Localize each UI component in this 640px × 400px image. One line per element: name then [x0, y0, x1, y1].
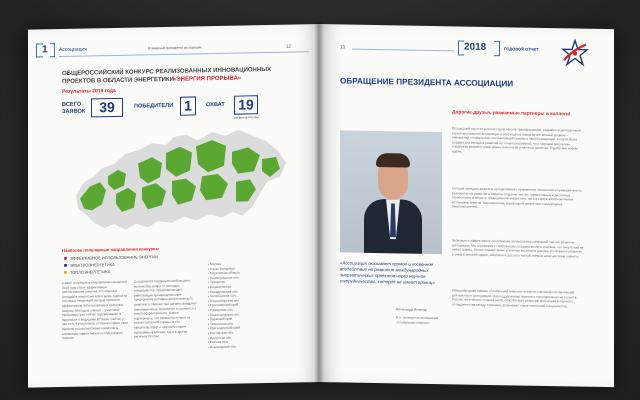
direction-item-2	[64, 262, 115, 268]
region-item: • Омская обл.	[208, 339, 229, 345]
region-item: • Свердловская обл.	[208, 289, 239, 294]
region-item: • Челябинская обл.	[208, 293, 237, 299]
results-heading: Результаты 2018 года	[62, 87, 116, 95]
direction-label: ТОПЛОЭНЕРГЕТИКА	[70, 269, 111, 275]
region-item: • Санкт-Петербург	[208, 266, 235, 271]
body-column-2: Сохраняется тенденция наибольшего количества заявок от молодых специалистов, представляющих работающие производственные предприятия топливно-энергетического комплекса. Именно они активно внедряют инновационные технологии и стремятся к энергоэффективности. Важно подчеркнуть, что заявки поступают из разных регионов страны, и это свидетельствует о широком охвате программы в Москве, так и в других регионах России.	[134, 278, 197, 339]
body-paragraph-3: Экономия и эффективное потребление являются неотъемлемой частью развития ассоциации. Мы стремимся к глобальному сотрудничеству и считаем, что энергетика не имеет границ. Только совместными усилиями мы можем достичь устойчивого развития в энергетической сфере, обеспечить доступ к чистой энергии всем жителям планеты.	[452, 238, 584, 259]
region-item: • Татарстан	[208, 280, 226, 285]
region-item: • Пермский край	[208, 316, 233, 322]
direction-item-1	[64, 254, 158, 261]
direction-item-3	[64, 269, 110, 275]
region-item: • Красноярский край	[208, 302, 239, 308]
stat-total-value: 39	[91, 98, 123, 118]
header-rule	[59, 51, 309, 57]
left-page	[28, 24, 322, 388]
body-column-1: Самое популярное направление конкурса в 2018 году стало эффективное использование энергии, что отвечает трендам в энергетике всего мира. Одной из основных тенденций сегодня является эффективное использование и хранение энергии. Молодые ученые – участники программы уже сейчас подтверждают в переписке с ведущими ВУЗами. Сейчас у нас есть 9 участников, которые подают свои проекты на рассмотрение комиссии в номинации эффективное использование энергии.	[62, 279, 128, 341]
greeting: Дорогие друзья, уважаемые партнеры и коллеги!	[452, 110, 571, 118]
body-paragraph-4: Международная премия «Глобальная энергия» остается ключевой составляющей деятельности ассоциации. Она поддерживает важность популяризации не только в России, но и многих странах мира, способствует развитию энергетики и научного сотрудничества между странами, формирует новое поколение специалистов.	[452, 288, 577, 309]
association-logo-icon	[558, 36, 592, 71]
direction-bullet	[64, 264, 67, 267]
stat-winners-value: 1	[180, 96, 196, 115]
section-label: Ассоциация	[59, 46, 87, 54]
title-line-1: ОБЩЕРОССИЙСКИЙ КОНКУРС РЕАЛИЗОВАННЫХ ИННОВАЦИОННЫХ	[62, 66, 272, 77]
year-bracket-right	[494, 41, 500, 56]
region-item: • Нижегородская обл.	[208, 312, 240, 317]
book-spine	[314, 22, 324, 384]
signature-role: И.о. президента ассоциации «Глобальная энергия»	[396, 315, 439, 325]
president-quote: «Ассоциация оказывает прямое и косвенное воздействие на развитие международных энергетических проектов через научное сотрудничество, которое не имеет границ»	[340, 260, 435, 286]
right-page	[318, 24, 614, 387]
region-item: • Самарская обл.	[208, 307, 234, 313]
address-heading: ОБРАЩЕНИЕ ПРЕЗИДЕНТА АССОЦИАЦИИ	[340, 76, 514, 89]
direction-label: ЭЛЕКТРОЭНЕРГЕТИКА	[70, 261, 115, 268]
direction-bullet	[64, 271, 67, 274]
direction-bullet	[64, 257, 67, 260]
report-label: ГОДОВОЙ ОТЧЕТ	[504, 46, 539, 52]
stat-total-label	[62, 102, 85, 116]
region-item: • Новосибирская обл.	[208, 298, 240, 303]
region-item: • Иркутская обл.	[208, 335, 233, 340]
reach-caption: регионов России	[234, 115, 259, 120]
region-item: • Воронежская обл.	[208, 344, 237, 349]
directions-heading: Наиболее популярные направления конкурса:	[62, 246, 160, 253]
region-item: • Москва	[208, 261, 221, 267]
portrait-hair	[376, 153, 410, 168]
stat-reach-label: ОХВАТ	[206, 101, 225, 109]
section-number: 1	[42, 44, 48, 56]
right-page-number: 13	[340, 44, 346, 50]
region-item: • Башкортостан	[208, 284, 232, 290]
regions-list	[208, 261, 288, 350]
russia-map	[56, 120, 296, 243]
section-bracket-right	[50, 43, 55, 57]
president-portrait	[340, 130, 442, 254]
title-line-2: ПРОЕКТОВ В ОБЛАСТИ ЭНЕРГЕТИКИ	[62, 76, 174, 85]
body-paragraph-1: Прошедший год стал для нас годом начала трансформации, разработки долгосрочной стратегии развития ассоциации и перехода на новый качественный уровень – повышение «глобальной» составляющей премии в нашей концепции, которая была создана для вклада в развитие не только российской, но и мировой энергетики, поддержки разработчиков новых технологий в научных проектах, содействия новым идеям.	[452, 126, 581, 154]
stat-reach-value: 19	[234, 95, 258, 114]
title-highlight: «ЭНЕРГИЯ ПРОРЫВА»	[173, 75, 242, 83]
region-item: • Ленинградская обл.	[208, 275, 240, 280]
header-subtitle: Всемирный президента ассоциации	[148, 45, 202, 51]
direction-label: ЭФФЕКТИВНОЕ ИСПОЛЬЗОВАНИЕ ЭНЕРГИИ	[70, 254, 158, 261]
left-page-number: 12	[286, 43, 292, 49]
region-item: • Московская область	[208, 270, 241, 276]
stat-total-label-2: ЗАЯВОК	[62, 108, 86, 115]
region-item: • Краснодарский край	[208, 325, 241, 331]
signature-name: Александр Игнатов	[396, 307, 427, 312]
header-rule-right	[352, 49, 454, 52]
stat-winners-label: ПОБЕДИТЕЛИ	[134, 102, 174, 110]
body-paragraph-2: Сегодня передать важность прогрессивного применения технологий и приверженность разработок на развитие в области создания чистых, эффективных и доступных технологий и в области традиционной энергетики, так и в сфере возобновляемых источников энергии, биоэнергетики, водородной энергетики и водородных энергоносителей.	[452, 186, 582, 210]
region-item: • Ростовская обл.	[208, 330, 234, 336]
report-year: 2018	[464, 41, 487, 53]
region-item: • Тюменская обл.	[208, 321, 234, 326]
stat-total-label-1: ВСЕГО	[62, 101, 82, 108]
